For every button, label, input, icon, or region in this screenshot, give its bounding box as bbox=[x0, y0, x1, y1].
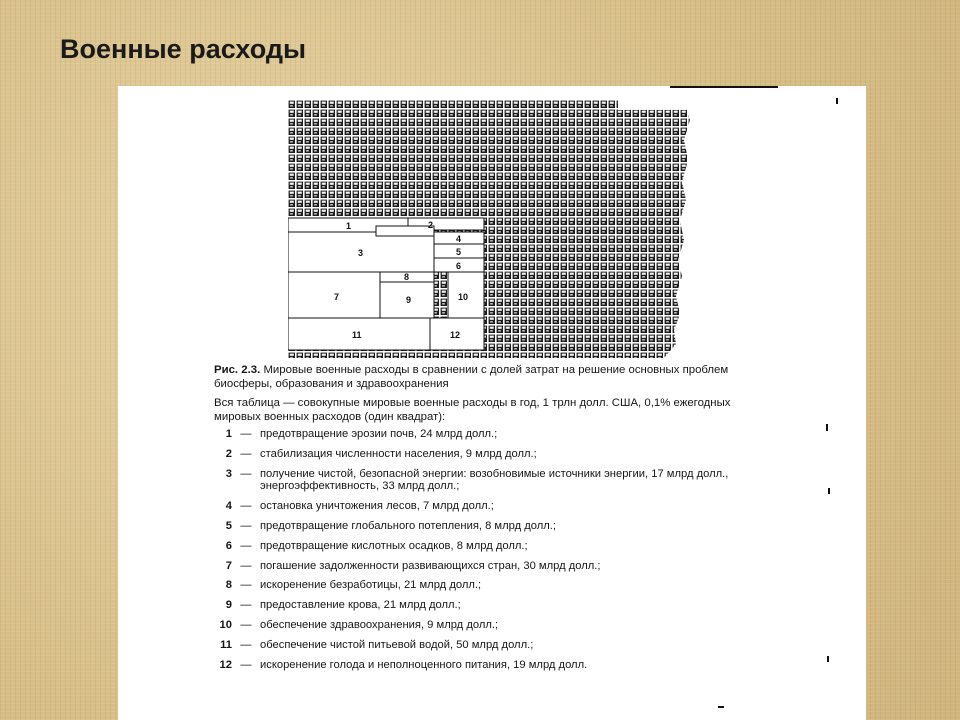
legend-item bbox=[214, 448, 774, 461]
box-label-10: 10 bbox=[458, 292, 469, 302]
box-label-9: 9 bbox=[406, 295, 412, 305]
legend-text: предотвращение эрозии почв, 24 млрд долл.; bbox=[260, 428, 498, 440]
legend-number: 4 bbox=[225, 500, 232, 513]
legend-dash: — bbox=[240, 579, 252, 592]
legend-text: стабилизация численности населения, 9 млрд долл.; bbox=[260, 447, 537, 460]
legend-text: предоставление крова, 21 млрд долл.; bbox=[260, 599, 461, 612]
box-label-6: 6 bbox=[456, 261, 462, 271]
legend-number: 6 bbox=[225, 539, 232, 552]
legend-dash: — bbox=[240, 500, 252, 513]
legend-list bbox=[214, 428, 774, 671]
scan-artifact-mark bbox=[828, 488, 830, 494]
caption-description: Вся таблица — совокупные мировые военные расходы в год, 1 трлн долл. США, 0,1% ежегодных мировых военных расходов (один квадрат): bbox=[214, 397, 731, 423]
legend-item bbox=[214, 619, 774, 632]
legend-number: 5 bbox=[225, 519, 232, 532]
military-spending-grid-figure bbox=[288, 100, 692, 358]
legend-number: 11 bbox=[220, 638, 232, 651]
scan-artifact-mark bbox=[826, 424, 828, 431]
legend-text: получение чистой, безопасной энергии: возобновимые источники энергии, 17 млрд долл., энергоэффективность, 33 млрд долл.; bbox=[260, 467, 729, 493]
legend-item bbox=[214, 520, 774, 533]
legend-dash: — bbox=[240, 467, 252, 480]
figure-box-3b bbox=[376, 226, 434, 236]
legend-dash: — bbox=[240, 618, 252, 631]
legend-item bbox=[214, 468, 774, 494]
legend-text: остановка уничтожения лесов, 7 млрд долл.; bbox=[260, 500, 494, 513]
legend-dash: — bbox=[240, 559, 252, 572]
caption-figure-number: Рис. 2.3. bbox=[214, 364, 261, 376]
legend-text: обеспечение чистой питьевой водой, 50 млрд долл.; bbox=[260, 638, 534, 651]
slide-title: Военные расходы bbox=[60, 34, 307, 64]
legend-text: предотвращение глобального потепления, 8 млрд долл.; bbox=[260, 519, 557, 532]
legend-number: 8 bbox=[225, 579, 232, 592]
legend-item bbox=[214, 639, 774, 652]
figure-caption bbox=[214, 364, 774, 678]
legend-dash: — bbox=[240, 539, 252, 552]
box-label-3: 3 bbox=[358, 248, 364, 258]
legend-number: 12 bbox=[219, 658, 232, 671]
legend-item bbox=[214, 540, 774, 553]
box-label-4: 4 bbox=[456, 234, 462, 244]
legend-number: 2 bbox=[225, 447, 232, 460]
legend-item bbox=[214, 560, 774, 573]
grid-top-right-mask bbox=[618, 100, 692, 110]
legend-text: погашение задолженности развивающихся стран, 30 млрд долл.; bbox=[260, 559, 601, 572]
scan-artifact-line bbox=[670, 86, 778, 88]
legend-number: 1 bbox=[225, 428, 232, 440]
legend-dash: — bbox=[240, 638, 252, 651]
caption-title bbox=[214, 364, 774, 391]
legend-text: обеспечение здравоохранения, 9 млрд долл.; bbox=[260, 618, 499, 631]
legend-dash: — bbox=[240, 658, 252, 671]
scan-artifact-mark bbox=[836, 98, 838, 104]
scan-artifact-mark bbox=[718, 706, 724, 708]
legend-item bbox=[214, 428, 774, 441]
legend-dash: — bbox=[240, 447, 252, 460]
legend-text: искоренение безработицы, 21 млрд долл.; bbox=[260, 579, 482, 592]
legend-number: 3 bbox=[225, 467, 232, 480]
legend-number: 10 bbox=[219, 618, 232, 631]
box-label-5: 5 bbox=[456, 247, 462, 257]
legend-item bbox=[214, 500, 774, 513]
scan-artifact-mark bbox=[827, 656, 829, 662]
legend-number: 7 bbox=[225, 559, 232, 572]
box-label-1: 1 bbox=[346, 221, 352, 231]
legend-text: предотвращение кислотных осадков, 8 млрд долл.; bbox=[260, 539, 528, 552]
legend-text: искоренение голода и неполноценного питания, 19 млрд долл. bbox=[260, 658, 588, 671]
box-label-8: 8 bbox=[404, 272, 410, 282]
legend-dash: — bbox=[240, 428, 252, 440]
legend-item bbox=[214, 579, 774, 592]
legend-item bbox=[214, 659, 774, 672]
box-label-12: 12 bbox=[450, 330, 461, 340]
legend-item bbox=[214, 599, 774, 612]
legend-dash: — bbox=[240, 519, 252, 532]
scanned-page bbox=[118, 86, 866, 720]
legend-number: 9 bbox=[225, 599, 232, 612]
box-label-2: 2 bbox=[428, 220, 434, 230]
box-label-11: 11 bbox=[352, 330, 362, 340]
caption-title-text: Мировые военные расходы в сравнении с долей затрат на решение основных проблем биосферы, образования и здравоохранения bbox=[214, 364, 729, 390]
legend-dash: — bbox=[240, 599, 252, 612]
box-label-7: 7 bbox=[334, 292, 340, 302]
